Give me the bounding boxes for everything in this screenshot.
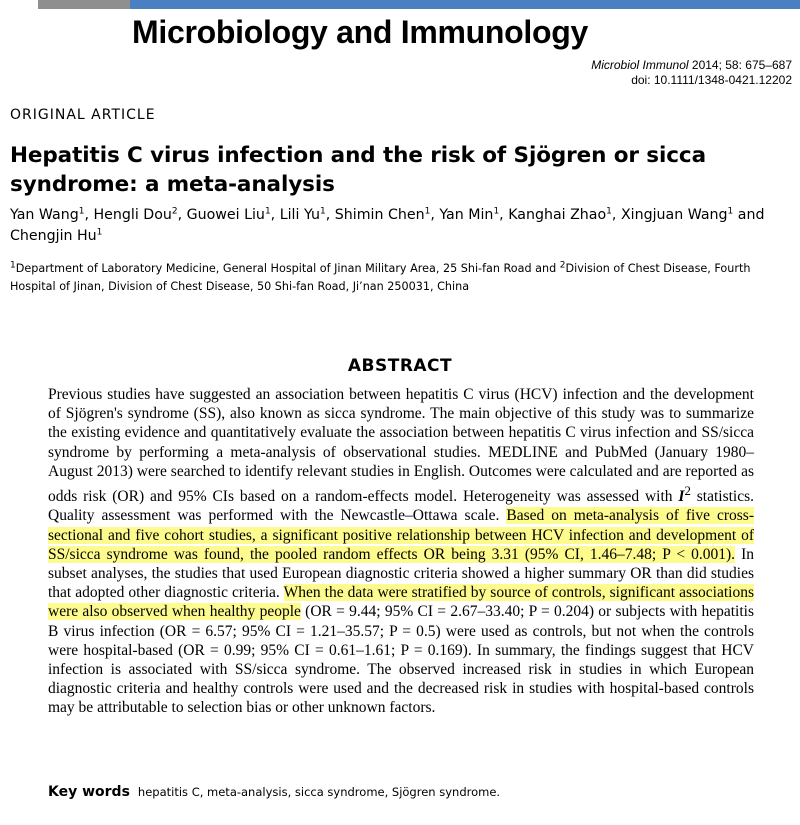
- author-name: Kanghai Zhao: [508, 207, 607, 223]
- abstract-part-1: Previous studies have suggested an association between hepatitis C virus (HCV) infection and the development of Sjögren's syndrome (SS), also known as sicca syndrome. The main objective of this study was to summarize the existing evidence and quantitatively evaluate the association between hepatitis C virus infection and SS/sicca syndrome by performing a meta-analysis of observational studies. MEDLINE and PubMed (January 1980–August 2013) were searched to identify relevant studies in English. Outcomes were calculated and are reported as odds risk (OR) and 95% CIs based on a random-effects model. Heterogeneity was assessed with: [48, 386, 754, 506]
- affiliation-1-marker: 1: [10, 260, 16, 271]
- author-name: Chengjin Hu: [10, 228, 97, 244]
- author-separator: and: [733, 207, 765, 223]
- header-bar-blank: [0, 0, 38, 9]
- abstract-part-3: In subset analyses, the studies that used European diagnostic criteria showed a higher summary OR than did studies that adopted other diagnostic criteria.: [48, 545, 754, 602]
- author-name: Yan Wang: [10, 207, 79, 223]
- author-name: Hengli Dou: [93, 207, 172, 223]
- citation-volume-pages: 2014; 58: 675–687: [688, 58, 792, 72]
- citation-block: [591, 58, 792, 88]
- keywords-label: Key words: [48, 784, 130, 800]
- author-affiliation-marker: 1: [319, 206, 326, 217]
- journal-header-bar: [0, 0, 800, 9]
- affiliations: [10, 260, 790, 296]
- abstract-body: [48, 385, 754, 718]
- author-name: Yan Min: [439, 207, 494, 223]
- affiliation-2-marker: 2: [559, 260, 566, 271]
- author-separator: ,: [270, 207, 280, 223]
- author-affiliation-marker: 1: [606, 206, 612, 217]
- author-name: Xingjuan Wang: [620, 207, 728, 223]
- author-list: [10, 205, 790, 247]
- abstract-part-2: statistics. Quality assessment was performed with the Newcastle–Ottawa scale.: [48, 488, 755, 525]
- header-bar-blue: [130, 0, 800, 9]
- keywords: [48, 784, 500, 800]
- author-affiliation-marker: 1: [727, 206, 734, 217]
- author-name: Lili Yu: [279, 207, 320, 223]
- header-bar-grey: [38, 0, 130, 9]
- i-squared-exponent: 2: [684, 483, 691, 499]
- highlight-controls-stratified: When the data were stratified by source of controls, significant associations were also observed when healthy people: [48, 584, 754, 621]
- citation-line: [591, 58, 792, 73]
- author-affiliation-marker: 1: [264, 206, 271, 217]
- affiliation-2-text: Division of Chest Disease, Fourth Hospital of Jinan, Division of Chest Disease, 50 Shi-fan Road, Ji’nan 250031, China: [10, 262, 751, 293]
- abstract-heading: ABSTRACT: [347, 356, 453, 376]
- author-affiliation-marker: 1: [78, 206, 85, 217]
- article-type: ORIGINAL ARTICLE: [10, 107, 156, 123]
- i-squared-symbol: I: [678, 488, 685, 506]
- author-separator: ,: [430, 207, 440, 223]
- journal-title: Microbiology and Immunology: [132, 14, 588, 50]
- author-affiliation-marker: 1: [424, 206, 431, 217]
- article-title: Hepatitis C virus infection and the risk of Sjögren or sicca syndrome: a meta-analysis: [10, 143, 706, 197]
- author-name: Shimin Chen: [334, 207, 425, 223]
- keywords-text: hepatitis C, meta-analysis, sicca syndrome, Sjögren syndrome.: [137, 785, 501, 799]
- author-separator: ,: [325, 207, 335, 223]
- author-affiliation-marker: 1: [493, 206, 500, 217]
- doi-link[interactable]: doi: 10.1111/1348-0421.12202: [631, 73, 792, 87]
- author-name: Guowei Liu: [186, 207, 265, 223]
- abstract-part-4: (OR = 9.44; 95% CI = 2.67–33.40; P = 0.204) or subjects with hepatitis B virus infection (OR = 6.57; 95% CI = 1.21–35.57; P = 0.5) were used as controls, but not when the controls were hospital-based (OR = 0.99; 95% CI = 0.61–1.61; P = 0.169). In summary, the findings suggest that HCV infection is associated with SS/sicca syndrome. The observed increased risk in studies in which European diagnostic criteria and healthy controls were used and the decreased risk in studies with hospital-based controls may be attributable to selection bias or other unknown factors.: [48, 603, 755, 717]
- author-affiliation-marker: 1: [96, 227, 103, 238]
- highlight-pooled-result: Based on meta-analysis of five cross-sectional and five cohort studies, a significant positive relationship between HCV infection and development of SS/sicca syndrome was found, the pooled random effects OR being 3.31 (95% CI, 1.46–7.48; P < 0.001).: [48, 507, 754, 563]
- author-separator: ,: [611, 207, 621, 223]
- author-separator: ,: [84, 207, 94, 223]
- author-separator: ,: [177, 207, 187, 223]
- author-separator: ,: [499, 207, 509, 223]
- affiliation-1-text: Department of Laboratory Medicine, General Hospital of Jinan Military Area, 25 Shi-fan Road and: [15, 262, 560, 275]
- citation-journal: Microbiol Immunol: [591, 58, 689, 72]
- author-affiliation-marker: 2: [171, 206, 178, 217]
